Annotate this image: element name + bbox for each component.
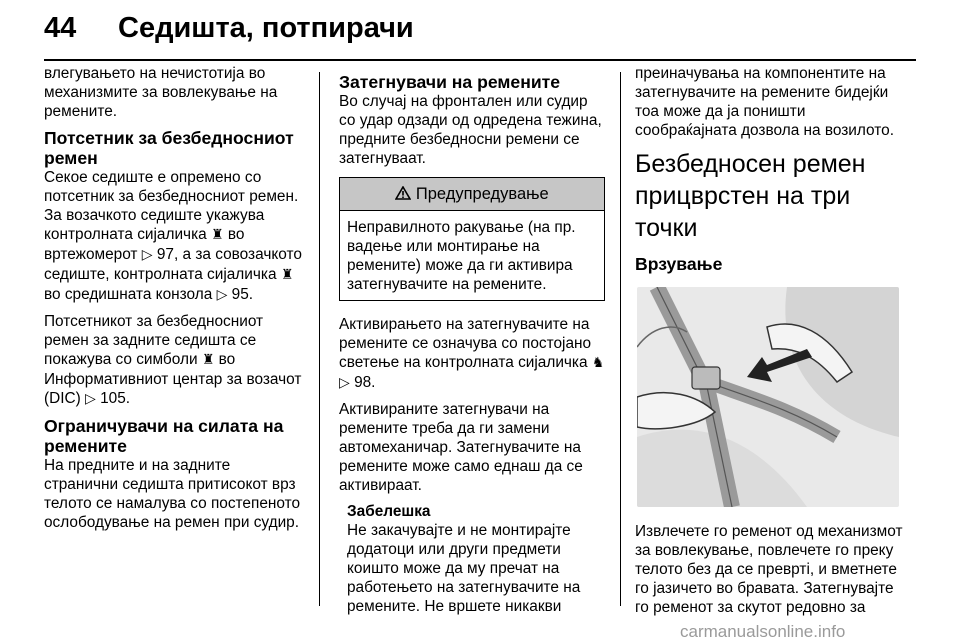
- seatbelt-illustration: [637, 287, 899, 507]
- warning-box: [339, 177, 605, 301]
- continuation-paragraph: преиначувања на компонентите на затегнувачите на ремените бидејќи тоа може да ја поништи сообраќајната дозвола на возилото.: [635, 65, 894, 139]
- page-number: 44: [44, 12, 77, 44]
- rear-text-ref[interactable]: 105.: [100, 390, 131, 407]
- column-2: [339, 64, 605, 616]
- reminder-text-ref2[interactable]: 95.: [231, 286, 254, 303]
- limiter-paragraph: На предните и на задните странични седишта притисокот врз телото се намалува со постепеното ослободување на ремен при судир.: [44, 457, 301, 531]
- tensioner-paragraph: Во случај на фронтален или судир со удар одзади од одредена тежина, предните безбедносни ремени се затегнуваат.: [339, 93, 602, 167]
- warning-title: Предупредување: [415, 185, 549, 203]
- rear-text-b: во Информативниот центар за возачот (DIC): [44, 351, 302, 407]
- warning-body: Неправилното ракување (на пр. вадење или монтирање на ремените) може да ги активира затегнувачите на ремените.: [347, 219, 576, 293]
- column-1: [44, 64, 306, 539]
- fasten-paragraph: Извлечете го ременот од механизмот за вовлекување, повлечете го преку телото без да се превртi, и вметнете го јазичето во бравата. Затегнувајте го ременот за скутот редовно за: [635, 523, 903, 616]
- intro-paragraph: влегувањето на нечистотија во механизмите за вовлекување на ремените.: [44, 65, 278, 120]
- reminder-text-b: во вртежомерот: [44, 226, 245, 263]
- page-reference-icon: ▷: [339, 375, 350, 391]
- column-divider-1: [319, 72, 320, 606]
- section-heading-reminder: Потсетник за безбедносниот ремен: [44, 128, 294, 168]
- page-title: Седишта, потпирачи: [118, 12, 414, 44]
- page-reference-icon: ▷: [216, 287, 228, 303]
- note-body: Не закачувајте и не монтирајте додатоци или други предмети коишто може да му пречат на работењето на затегнувачите на ремените. Не вршете никакви: [347, 522, 581, 615]
- subsection-heading-fasten: Врзување: [635, 254, 723, 274]
- activation-ref[interactable]: 98.: [354, 374, 376, 391]
- reminder-text-c: во средишната конзола: [44, 286, 213, 303]
- replace-paragraph: Активираните затегнувачи на ремените треба да ги замени автомеханичар. Затегнувачите на ремените може само еднаш да се активираат.: [339, 401, 583, 494]
- activation-text: Активирањето на затегнувачите на ремените се означува со постојано светење на контролната сијаличка: [339, 316, 592, 371]
- seatbelt-icon: ♜: [201, 352, 215, 368]
- reminder-paragraph: [44, 168, 306, 305]
- warning-icon: [395, 186, 411, 200]
- header-divider: [44, 59, 916, 61]
- column-3: [635, 64, 910, 624]
- warning-header: [340, 178, 604, 211]
- section-heading-tensioner: Затегнувачи на ремените: [339, 72, 561, 92]
- watermark: carmanualsonline.info: [680, 622, 846, 641]
- reminder-text-ref1[interactable]: 97, а за совозачкото седиште, контролната сијаличка: [44, 246, 302, 283]
- rear-text-a: Потсетникот за безбедносниот ремен за задните седишта се покажува со симболи: [44, 313, 264, 368]
- page-reference-icon: ▷: [141, 247, 153, 263]
- rear-reminder-paragraph: [44, 312, 306, 409]
- note-block: [339, 502, 605, 616]
- page-header: [0, 0, 960, 60]
- section-heading-three-point: Безбедносен ремен прицврстен на три точки: [635, 150, 866, 242]
- column-divider-2: [620, 72, 621, 606]
- page-reference-icon: ▷: [85, 391, 96, 407]
- reminder-text-a: Секое седиште е опремено со потсетник за безбедносниот ремен. За возачкото седиште укажува контролната сијаличка: [44, 169, 299, 243]
- airbag-icon: ♞: [591, 355, 605, 371]
- section-heading-limiter: Ограничувачи на силата на ремените: [44, 416, 284, 456]
- seatbelt-passenger-icon: ♜: [280, 267, 294, 283]
- seatbelt-icon: ♜: [211, 227, 224, 243]
- note-title: Забелешка: [347, 503, 431, 520]
- activation-paragraph: [339, 315, 605, 393]
